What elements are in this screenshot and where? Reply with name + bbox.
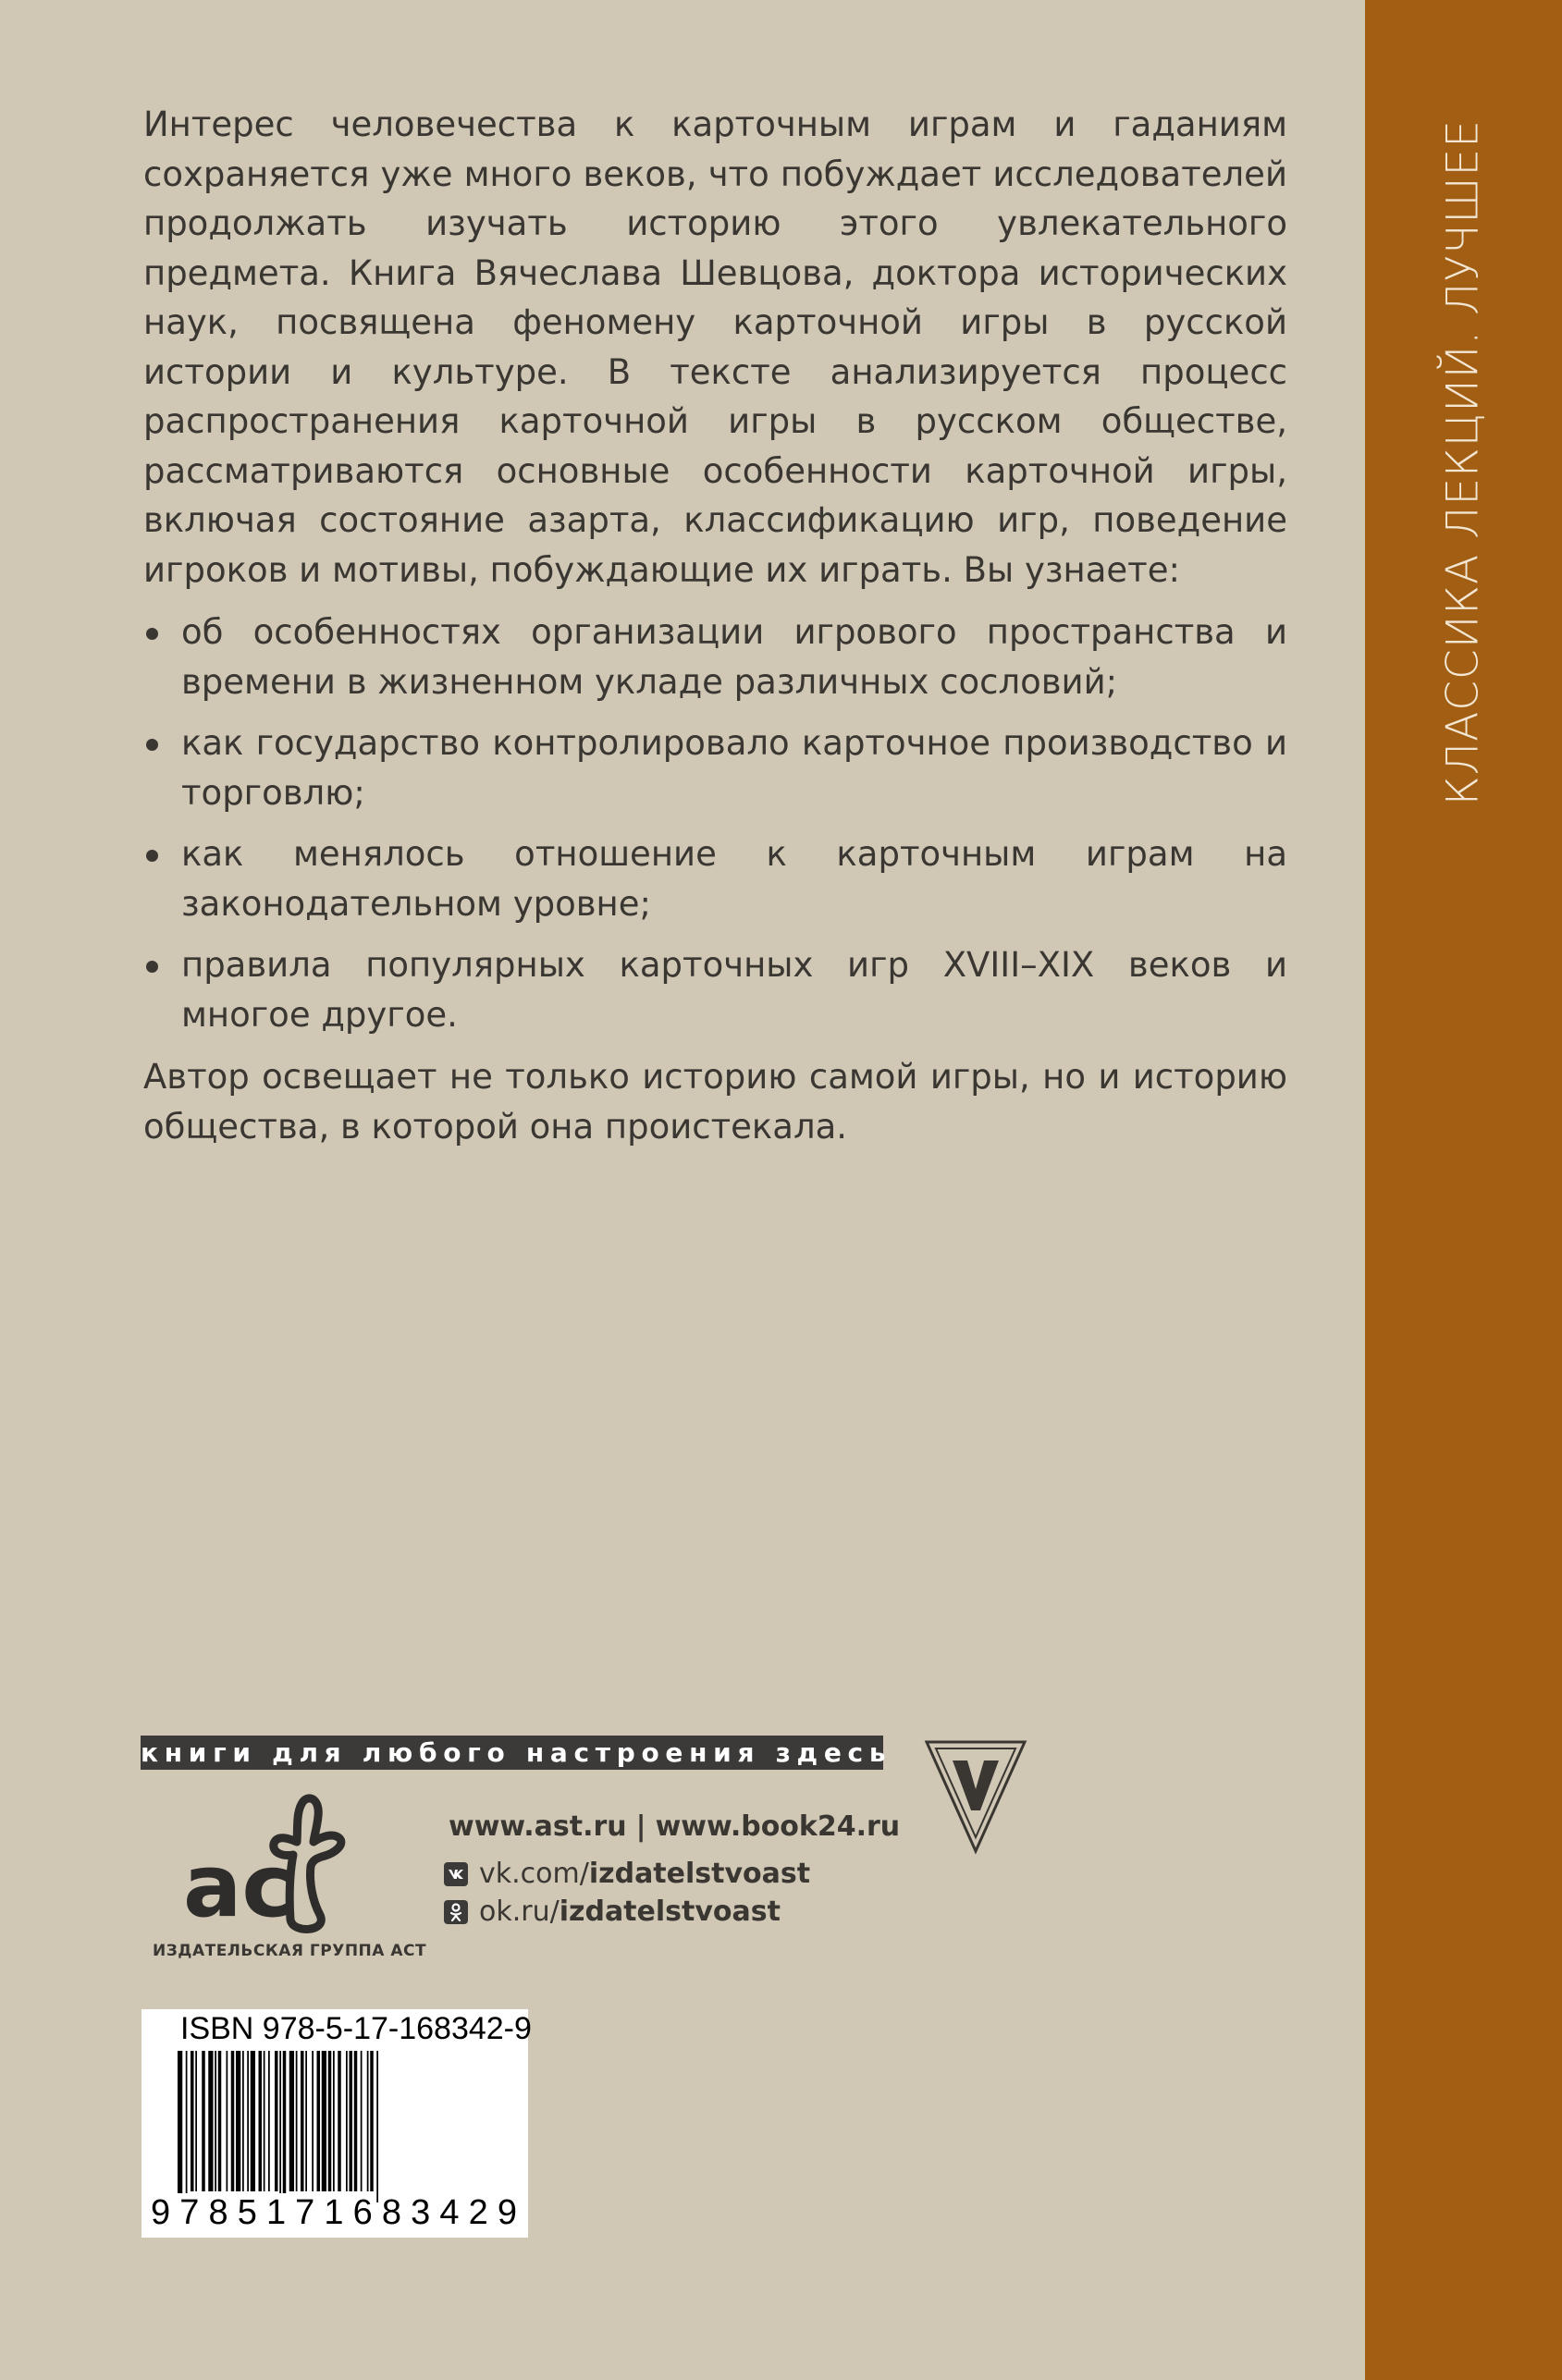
barcode-digit: 9 <box>151 2193 171 2232</box>
link-separator: | <box>635 1810 646 1843</box>
barcode-bar <box>208 2051 213 2191</box>
barcode-bar <box>338 2051 341 2191</box>
bullet-text: об особенностях организации игрового пространства и времени в жизненном укладе различных сословий; <box>181 612 1287 702</box>
vk-link[interactable] <box>444 1858 810 1890</box>
bullet-icon <box>146 850 158 862</box>
barcode-digit: 5 <box>237 2193 257 2232</box>
isbn-label: ISBN 978-5-17-168342-9 <box>180 2011 532 2046</box>
description-intro: Интерес человечества к карточным играм и гаданиям сохраняется уже много веков, что побуждает исследователей продолжать изучать историю этого увлекательного предмета. Книга Вячеслава Шевцова, доктора исторических наук, посвящена феномену карточной игры в русской истории и культуре. В тексте анализируется процесс распространения карточной игры в русском обществе, рассматриваются основные особенности карточной игры, включая состояние азарта, классификацию игр, поведение игроков и мотивы, побуждающие их играть. Вы узнаете: <box>143 104 1287 590</box>
barcode-digit: 7 <box>179 2193 200 2232</box>
barcode-bar <box>370 2051 374 2191</box>
bullet-text: правила популярных карточных игр XVIII–XIX веков и многое другое. <box>181 945 1287 1035</box>
barcode-digit: 2 <box>468 2193 488 2232</box>
publisher-websites <box>449 1810 900 1843</box>
barcode-bar <box>191 2051 194 2191</box>
barcode-bar <box>202 2051 205 2191</box>
barcode-bar <box>376 2051 378 2202</box>
description-outro: Автор освещает не только историю самой игры, но и историю общества, в которой она проистекала. <box>143 1057 1287 1147</box>
barcode-bar <box>361 2051 363 2191</box>
ok-handle: izdatelstvoast <box>559 1895 781 1928</box>
barcode-bar <box>227 2051 228 2191</box>
list-item <box>143 718 1287 817</box>
vk-prefix: vk.com/ <box>479 1858 589 1890</box>
bullet-text: как государство контролировало карточное производство и торговлю; <box>181 723 1287 813</box>
barcode-digit: 3 <box>411 2193 431 2232</box>
barcode-digits <box>149 2193 519 2230</box>
bullet-icon <box>146 961 158 973</box>
barcode-bar <box>301 2051 304 2191</box>
barcode-bar <box>333 2051 335 2191</box>
barcode-bar <box>215 2051 216 2191</box>
barcode-bar <box>350 2051 353 2191</box>
barcode-bar <box>367 2051 369 2191</box>
barcode-bar <box>317 2051 321 2191</box>
barcode-digit: 6 <box>352 2193 373 2232</box>
ast-site-link[interactable]: www.ast.ru <box>449 1810 627 1843</box>
bullet-text: как менялось отношение к карточным играм на законодательном уровне; <box>181 834 1287 924</box>
book24-site-link[interactable]: www.book24.ru <box>655 1810 901 1843</box>
barcode-bar <box>247 2051 249 2191</box>
barcode-digit: 7 <box>295 2193 315 2232</box>
barcode-bar <box>354 2051 358 2191</box>
ast-logo <box>181 1790 372 1935</box>
barcode-bar <box>259 2051 263 2191</box>
barcode-bar <box>346 2051 348 2191</box>
barcode-digit: 1 <box>265 2193 287 2232</box>
barcode-bar <box>195 2051 197 2191</box>
barcode-bar <box>283 2051 287 2202</box>
barcode-bar <box>328 2051 332 2191</box>
barcode-digit: 4 <box>439 2193 460 2232</box>
barcode-bar <box>242 2051 244 2191</box>
barcode-digit: 9 <box>497 2193 517 2232</box>
barcode-digit: 1 <box>324 2193 344 2232</box>
barcode-bar <box>231 2051 235 2191</box>
barcode-bar <box>178 2051 182 2202</box>
barcode-bar <box>186 2051 188 2202</box>
barcode-bar <box>312 2051 314 2191</box>
bullet-icon <box>146 739 158 751</box>
barcode-bar <box>218 2051 222 2191</box>
v-triangle-logo <box>923 1738 1028 1855</box>
barcode-bar <box>296 2051 298 2191</box>
list-item <box>143 940 1287 1039</box>
book-description <box>143 100 1287 1151</box>
barcode-bar <box>305 2051 307 2191</box>
barcode-bar <box>275 2051 278 2191</box>
barcode-bar <box>289 2051 294 2191</box>
vk-icon <box>444 1862 468 1886</box>
list-item <box>143 607 1287 706</box>
barcode-bar <box>279 2051 281 2202</box>
list-item <box>143 829 1287 928</box>
bullet-icon <box>146 628 158 640</box>
series-title: КЛАССИКА ЛЕКЦИЙ. ЛУЧШЕЕ <box>1437 119 1489 805</box>
barcode-digit: 8 <box>381 2193 402 2232</box>
barcode-bar <box>268 2051 270 2191</box>
isbn-barcode <box>176 2051 518 2202</box>
barcode-digit: 8 <box>208 2193 228 2232</box>
barcode-bar <box>322 2051 326 2191</box>
ast-caption: ИЗДАТЕЛЬСКАЯ ГРУППА АСТ <box>153 1942 427 1960</box>
ok-prefix: ok.ru/ <box>479 1895 560 1928</box>
barcode-bar <box>264 2051 265 2191</box>
barcode-bar <box>251 2051 255 2191</box>
barcode-bar <box>236 2051 240 2191</box>
description-bullets <box>143 607 1287 1039</box>
ok-icon <box>444 1900 468 1924</box>
ast-logo-text: ас <box>183 1836 294 1935</box>
publisher-slogan: книги для любого настроения здесь <box>141 1737 892 1768</box>
ok-link[interactable] <box>444 1895 781 1928</box>
vk-handle: izdatelstvoast <box>588 1858 811 1890</box>
